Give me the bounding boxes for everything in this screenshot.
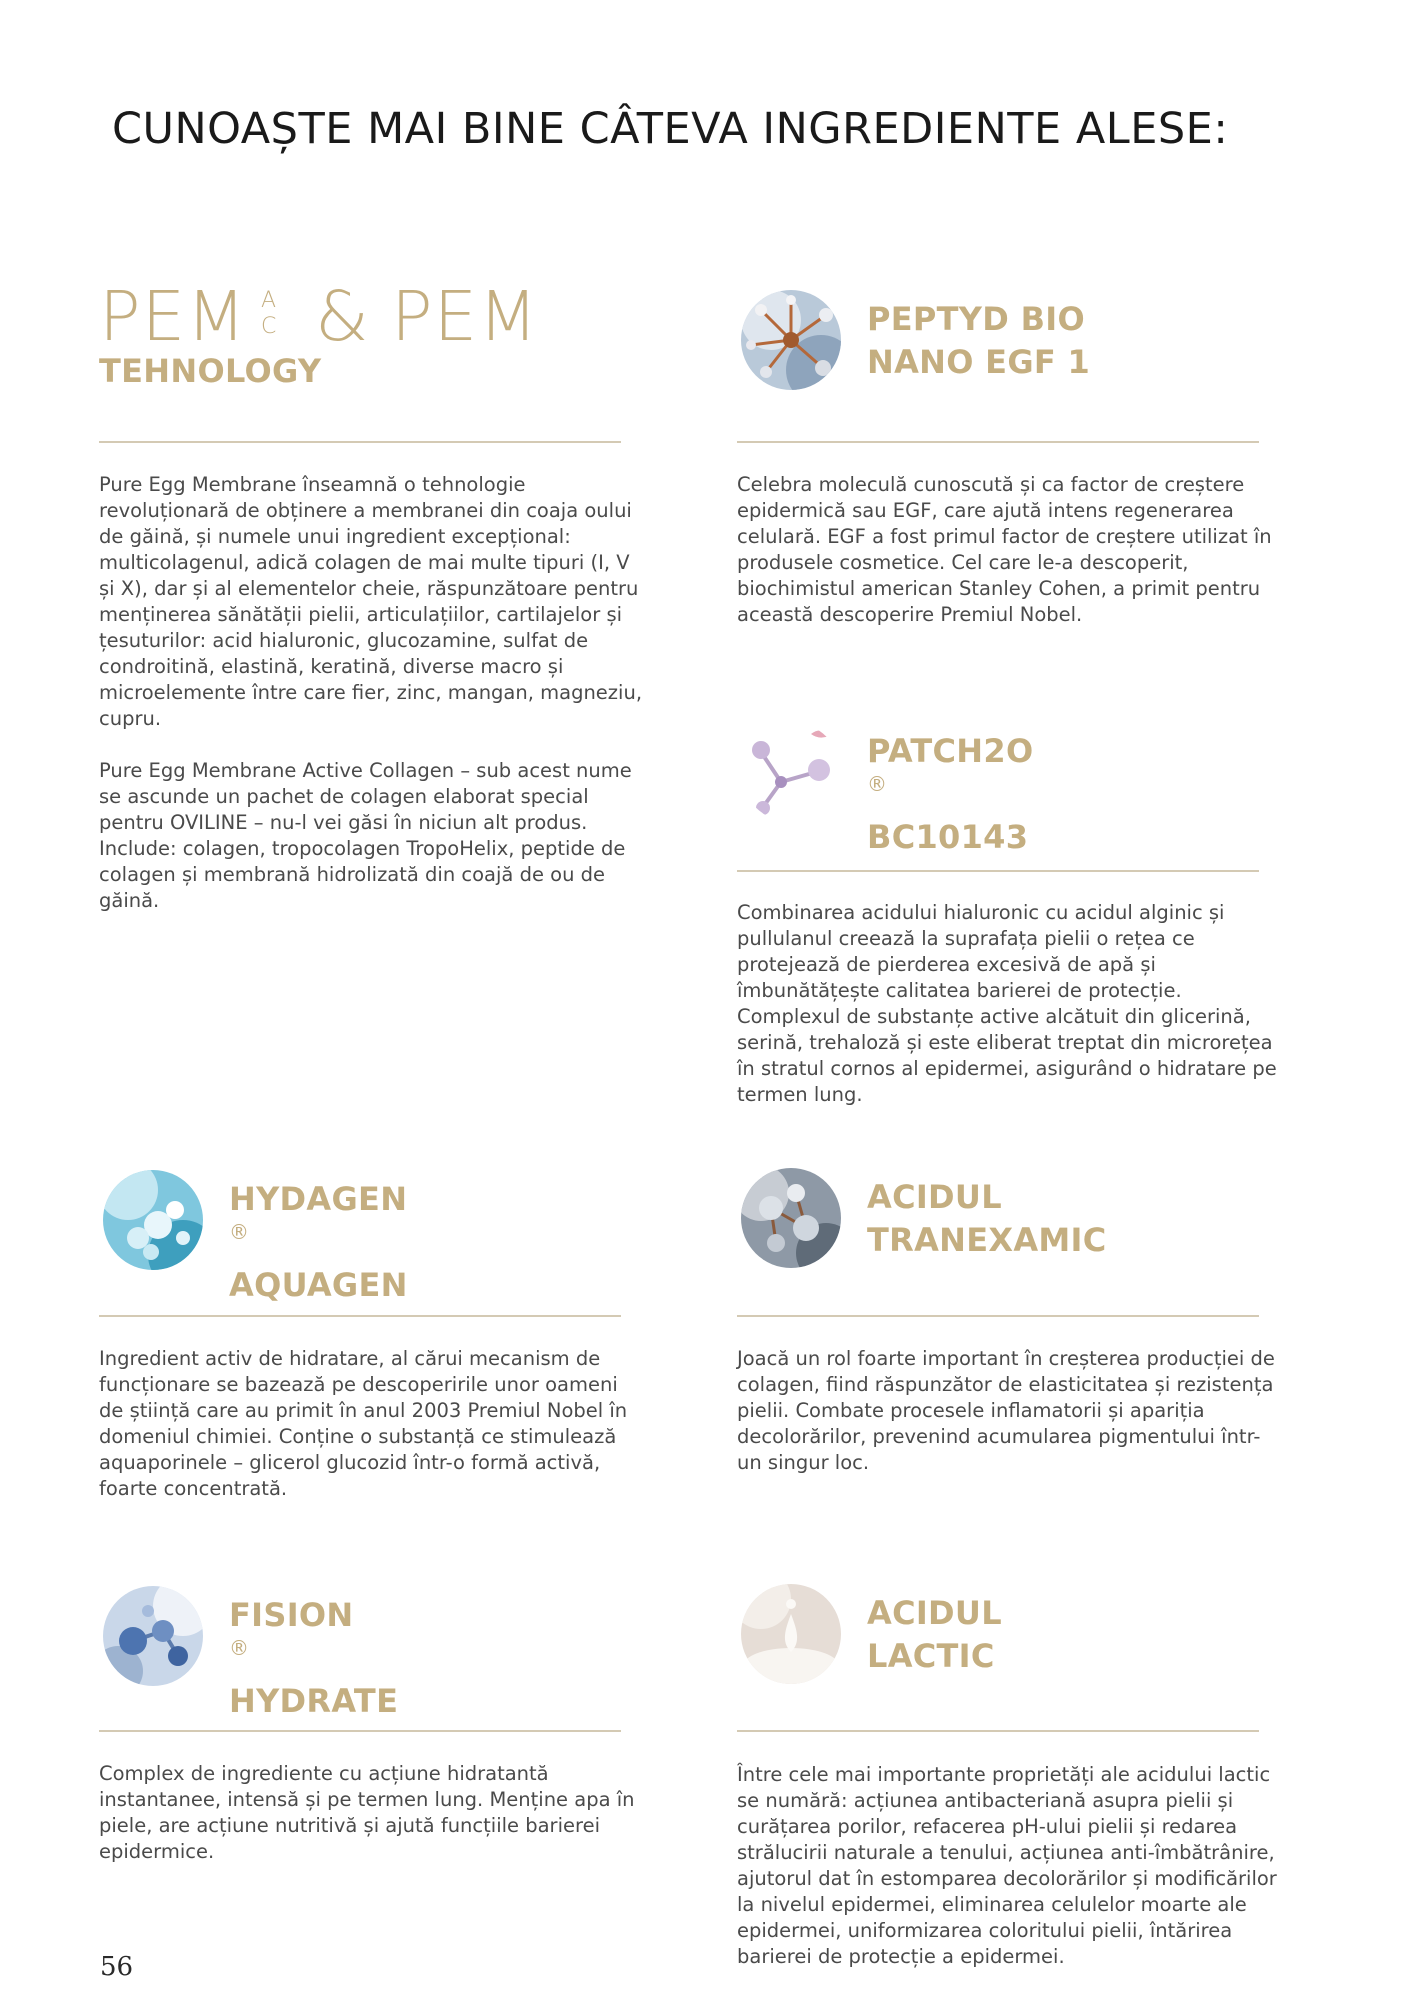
peptyd-title-line1: PEPTYD BIO (867, 300, 1085, 338)
lactic-description: Între cele mai importante proprietăți ale acidului lactic se numără: acțiunea antibacteriană asupra pielii și curățarea porilor, refacerea pH-ului pielii și redarea strălucirii naturale a tenului, acțiunea anti-îmbătrânire, ajutorul dat în estomparea decolorărilor și modificărilor la nivelul epidermei, eliminarea celulelor moarte ale epidermei, uniformizarea coloritului pielii, întărirea barierei de protecție a epidermei. (737, 1763, 1277, 1968)
section-fision (99, 1586, 699, 1863)
registered-mark: ® (867, 772, 888, 796)
section-patch (737, 722, 1337, 1106)
hydagen-description: Ingredient activ de hidratare, al cărui mecanism de funcționare se bazează pe descoperirile unor oameni de știință care au primit în anul 2003 Premiul Nobel în domeniul chimiei. Conține o substanță ce stimulează aquaporinele – glicerol glucozid într-o formă activă, foarte concentrată. (99, 1347, 628, 1500)
tranexamic-title (867, 1176, 1107, 1262)
lactic-title (867, 1592, 1002, 1678)
hydagen-title (229, 1178, 408, 1307)
fision-molecule-icon (103, 1586, 203, 1686)
peptyd-title-line2: NANO EGF 1 (867, 343, 1091, 381)
patch-title (867, 730, 1033, 859)
fision-description: Complex de ingrediente cu acțiune hidratantă instantanee, intensă și pe termen lung. Menține apa în piele, are acțiune nutritivă și ajută funcțiile barierei epidermice. (99, 1762, 635, 1863)
section-hydagen (99, 1170, 699, 1500)
fision-title (229, 1594, 398, 1723)
registered-mark: ® (229, 1220, 250, 1244)
hydagen-title-line2: AQUAGEN (229, 1266, 408, 1304)
peptyd-title (867, 298, 1090, 384)
page-number: 56 (100, 1952, 134, 1982)
fision-title-line2: HYDRATE (229, 1682, 399, 1720)
divider (99, 1315, 621, 1317)
patch-description: Combinarea acidului hialuronic cu acidul alginic și pullulanul creează la suprafața pielii o rețea ce protejează de pierderea excesivă de apă și îmbunătățește calitatea barierei de protecție. Complexul de substanțe active alcătuit din glicerină, serină, trehaloză și este eliberat treptat din microrețea în stratul cornos al epidermei, asigurând o hidratare pe termen lung. (737, 901, 1277, 1106)
pem-logo-amp: & (315, 277, 370, 357)
tranexamic-title-line1: ACIDUL (867, 1178, 1002, 1216)
lactic-title-line2: LACTIC (867, 1637, 995, 1675)
peptyd-molecule-icon (741, 290, 841, 390)
divider (737, 1315, 1259, 1317)
lactic-title-line1: ACIDUL (867, 1594, 1002, 1632)
page-title: CUNOAȘTE MAI BINE CÂTEVA INGREDIENTE ALESE: (112, 104, 1229, 154)
peptyd-description: Celebra moleculă cunoscută și ca factor de creștere epidermică sau EGF, care ajută intens regenerarea celulară. EGF a fost primul factor de creștere utilizat în produsele cosmetice. Cel care le-a descoperit, biochimistul american Stanley Cohen, a primit pentru această descoperire Premiul Nobel. (737, 473, 1272, 626)
pem-logo-second: PEM (391, 277, 539, 357)
hydagen-molecule-icon (103, 1170, 203, 1270)
tranexamic-title-line2: TRANEXAMIC (867, 1221, 1107, 1259)
divider (99, 441, 621, 443)
divider (737, 870, 1259, 872)
pem-logo-sub: C (261, 314, 277, 339)
tranexamic-molecule-icon (741, 1168, 841, 1268)
pem-logo-main: PEM (99, 277, 247, 357)
divider (737, 1730, 1259, 1732)
pem-logo-sup: A (261, 288, 277, 313)
fision-title-line1: FISION (229, 1596, 354, 1634)
hydagen-title-line1: HYDAGEN (229, 1180, 408, 1218)
section-tranexamic (737, 1168, 1337, 1474)
patch-molecule-icon (741, 722, 841, 822)
tranexamic-description: Joacă un rol foarte important în creșterea producției de colagen, fiind răspunzător de elasticitatea și rezistența pielii. Combate procesele inflamatorii și apariția decolorărilor, prevenind acumularea pigmentului într-un singur loc. (737, 1347, 1275, 1474)
registered-mark: ® (229, 1636, 250, 1660)
section-peptyd (737, 290, 1337, 626)
divider (737, 441, 1259, 443)
lactic-drop-icon (741, 1584, 841, 1684)
pem-paragraph-2: Pure Egg Membrane Active Collagen – sub acest nume se ascunde un pachet de colagen elaborat special pentru OVILINE – nu-l vei găsi în niciun alt produs. Include: colagen, tropocolagen TropoHelix, peptide de colagen și membrană hidrolizată din coajă de ou de găină. (99, 759, 632, 912)
pem-description (99, 472, 644, 940)
pem-subtitle: TEHNOLOGY (99, 352, 322, 390)
patch-title-line2: BC10143 (867, 818, 1029, 856)
divider (99, 1730, 621, 1732)
section-lactic (737, 1584, 1337, 1968)
patch-title-line1: PATCH2O (867, 732, 1034, 770)
pem-paragraph-1: Pure Egg Membrane înseamnă o tehnologie revoluționară de obținere a membranei din coaja oului de găină, și numele unui ingredient excepțional: multicolagenul, adică colagen de mai multe tipuri (I, V și X), dar și al elementelor cheie, răspunzătoare pentru menținerea sănătății pielii, articulațiilor, cartilajelor și țesuturilor: acid hialuronic, glucozamine, sulfat de condroitină, elastină, keratină, diverse macro și microelemente între care fier, zinc, mangan, magneziu, cupru. (99, 473, 643, 730)
